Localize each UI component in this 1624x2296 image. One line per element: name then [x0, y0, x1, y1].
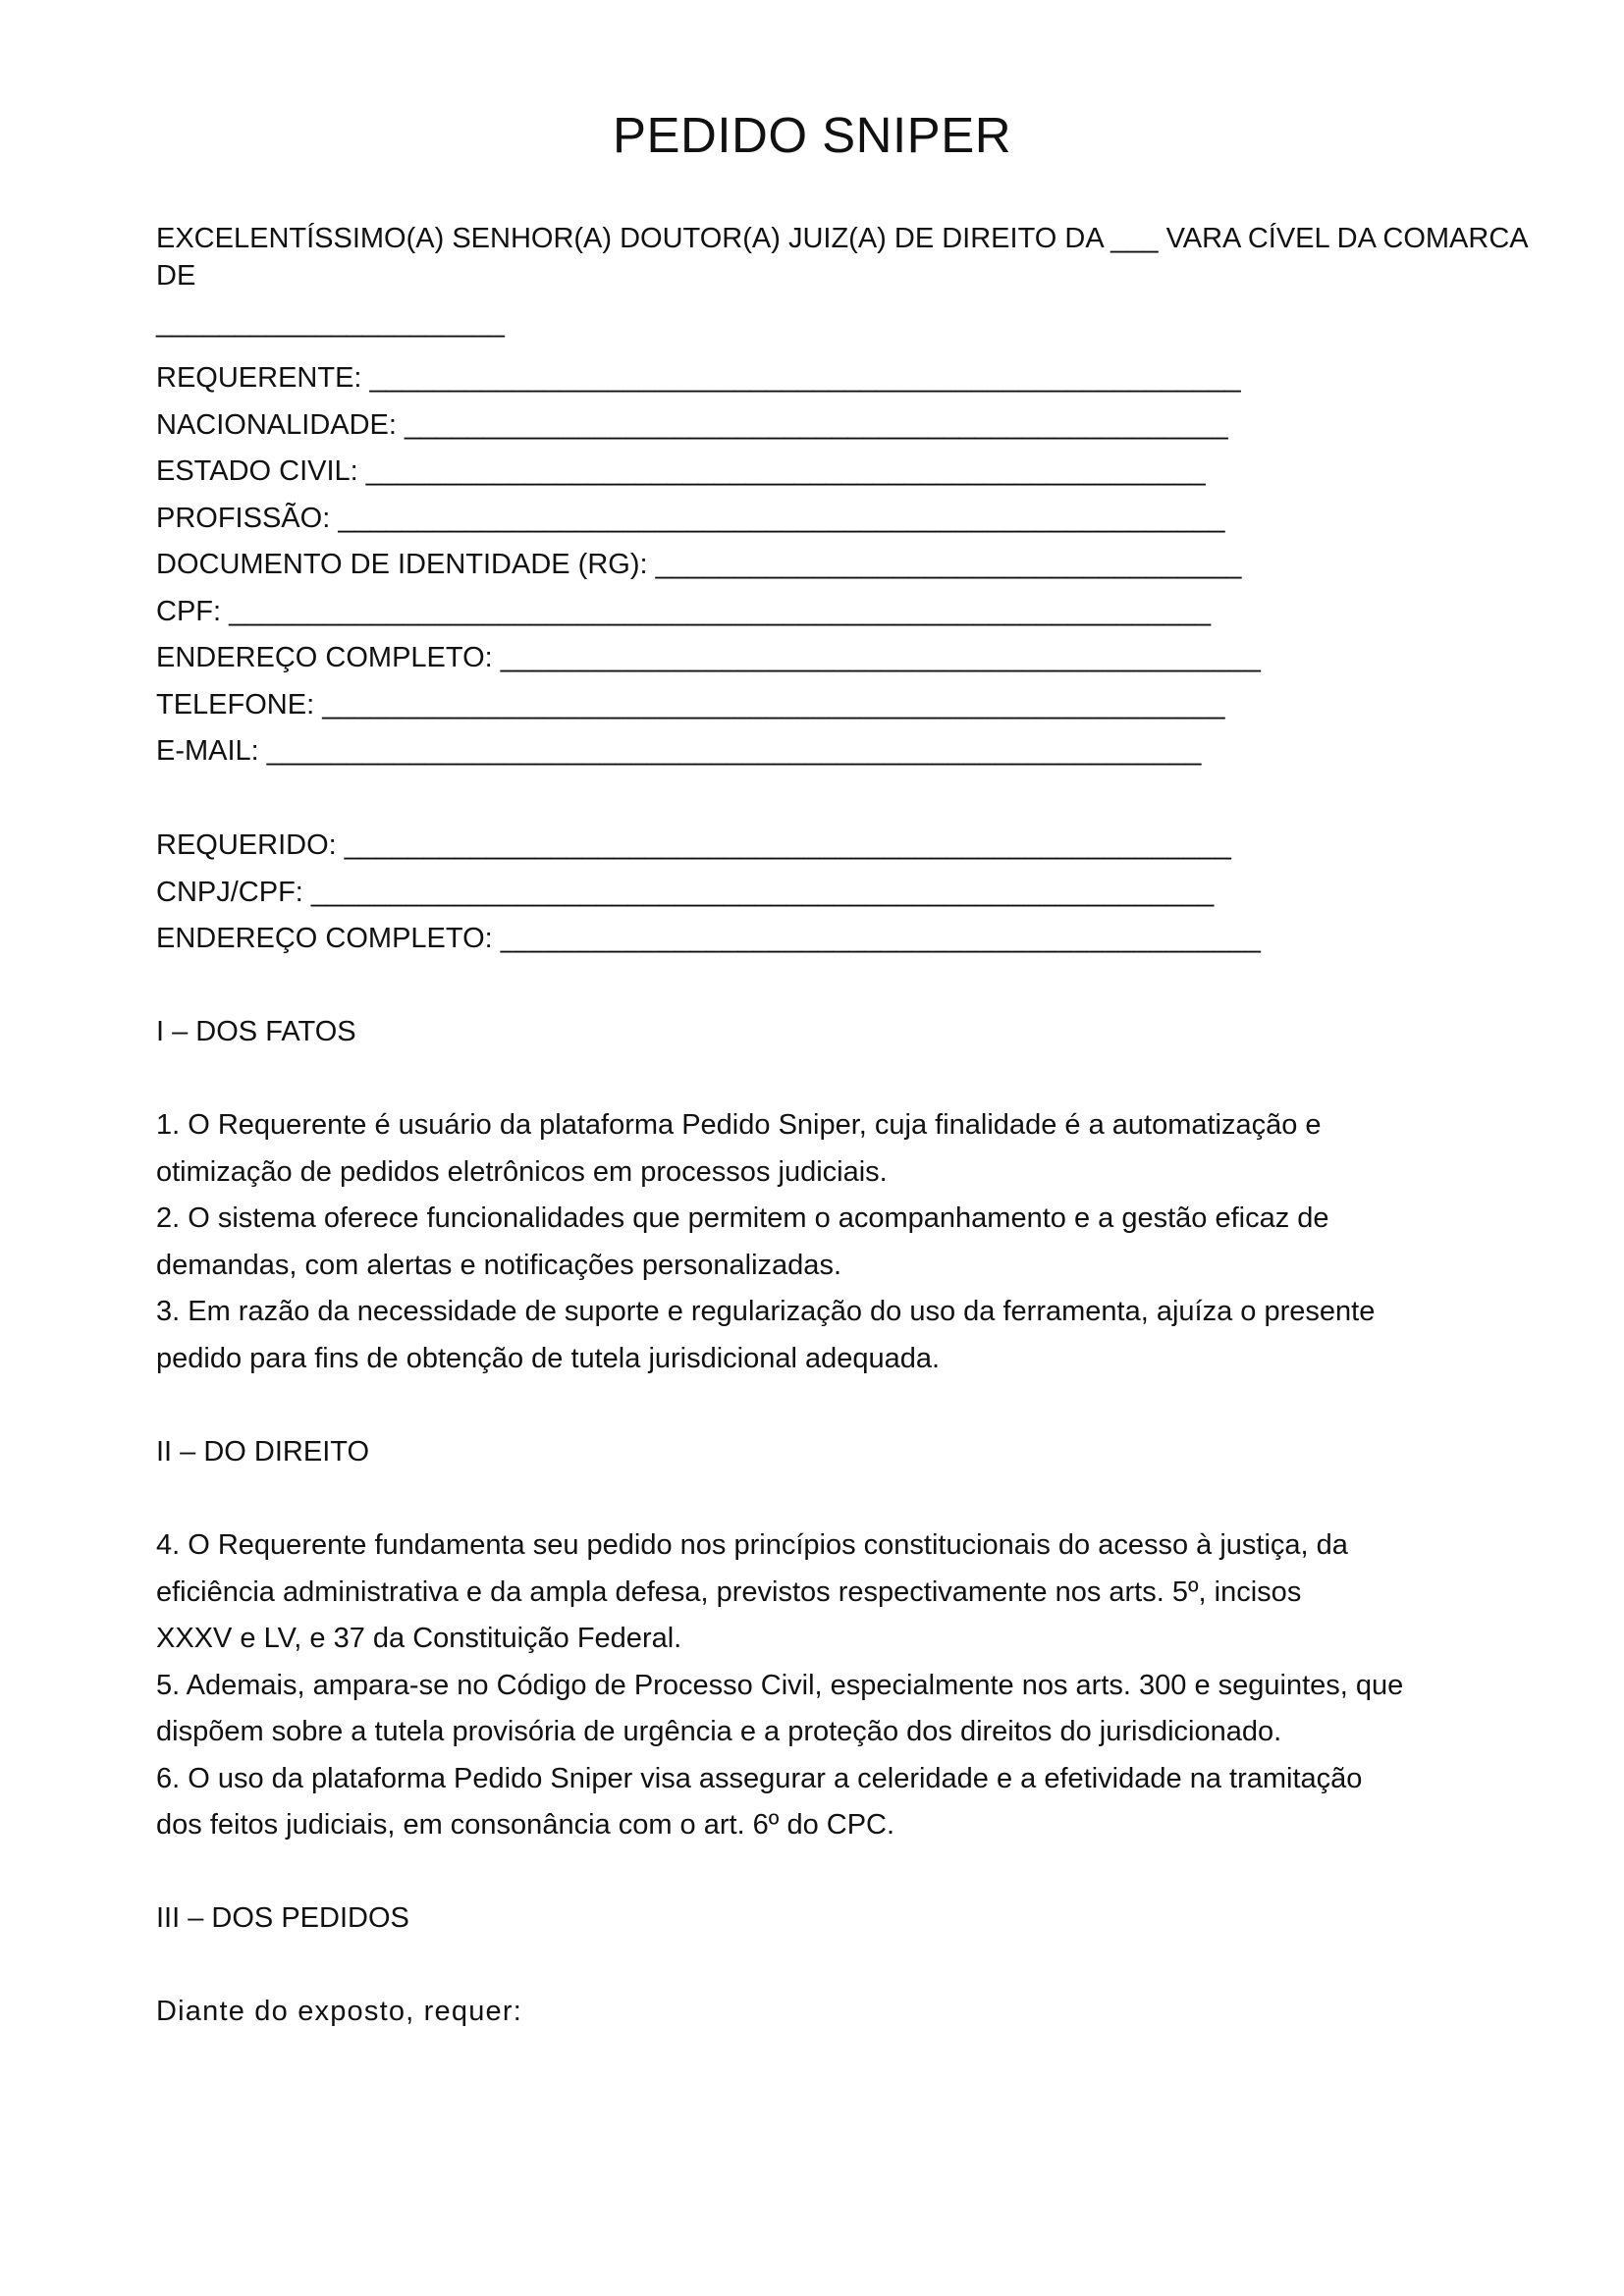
- paragraph-line: 6. O uso da plataforma Pedido Sniper visa assegurar a celeridade e a efetividade na tramitação: [156, 1762, 1363, 1794]
- paragraph-line: dispõem sobre a tutela provisória de urgência e a proteção dos direitos do jurisdicionado.: [156, 1716, 1282, 1747]
- requerido-fields: [156, 823, 1511, 963]
- paragraph-line: 3. Em razão da necessidade de suporte e regularização do uso da ferramenta, ajuíza o presente: [156, 1296, 1376, 1327]
- paragraph-line: XXXV e LV, e 37 da Constituição Federal.: [156, 1623, 682, 1654]
- field-nacionalidade: NACIONALIDADE: ____________________________________________________: [156, 408, 1228, 441]
- field-email: E-MAIL: ___________________________________________________________: [156, 735, 1202, 767]
- field-requerido: REQUERIDO: ________________________________________________________: [156, 829, 1231, 861]
- field-requerido-endereco: ENDEREÇO COMPLETO: ________________________________________________: [156, 923, 1261, 954]
- paragraph-line: eficiência administrativa e da ampla defesa, previstos respectivamente nos arts. 5º, incisos: [156, 1575, 1302, 1608]
- paragraph-line: 4. O Requerente fundamenta seu pedido nos princípios constitucionais do acesso à justiça, da: [156, 1529, 1348, 1561]
- paragraph-line: otimização de pedidos eletrônicos em processos judiciais.: [156, 1155, 888, 1188]
- addressee: [156, 220, 1570, 342]
- paragraph-line: pedido para fins de obtenção de tutela jurisdicional adequada.: [156, 1342, 941, 1374]
- section-pedidos: [156, 1896, 1511, 1943]
- section-heading: III – DOS PEDIDOS: [156, 1902, 409, 1934]
- page-title: PEDIDO SNIPER: [612, 107, 1012, 163]
- section-heading: II – DO DIREITO: [156, 1436, 370, 1468]
- section-direito: [156, 1429, 1511, 1476]
- section-heading: I – DOS FATOS: [156, 1016, 356, 1047]
- field-rg: DOCUMENTO DE IDENTIDADE (RG): _____________________________________: [156, 549, 1242, 580]
- paragraph-line: 2. O sistema oferece funcionalidades que permitem o acompanhamento e a gestão eficaz de: [156, 1202, 1329, 1234]
- section-pedidos-body: [156, 1989, 1511, 2036]
- addressee-comarca-blank: ______________________: [156, 307, 505, 339]
- field-estado-civil: ESTADO CIVIL: _____________________________________________________: [156, 455, 1206, 487]
- field-cnpj-cpf: CNPJ/CPF: _________________________________________________________: [156, 876, 1215, 908]
- field-telefone: TELEFONE: _________________________________________________________: [156, 688, 1225, 721]
- paragraph-line: dos feitos judiciais, em consonância com o art. 6º do CPC.: [156, 1809, 895, 1841]
- paragraph-line: 1. O Requerente é usuário da plataforma Pedido Sniper, cuja finalidade é a automatização e: [156, 1109, 1322, 1141]
- field-cpf: CPF: ______________________________________________________________: [156, 595, 1212, 627]
- requerente-fields: [156, 355, 1511, 775]
- field-profissao: PROFISSÃO: ________________________________________________________: [156, 502, 1225, 534]
- section-fatos: [156, 1009, 1511, 1056]
- section-fatos-body: [156, 1102, 1511, 1382]
- pedidos-intro: Diante do exposto, requer:: [156, 1996, 522, 2027]
- paragraph-line: 5. Ademais, ampara-se no Código de Processo Civil, especialmente nos arts. 300 e seguintes, que: [156, 1669, 1404, 1701]
- field-endereco: ENDEREÇO COMPLETO: ________________________________________________: [156, 642, 1261, 673]
- field-requerente: REQUERENTE: _______________________________________________________: [156, 362, 1241, 394]
- section-direito-body: [156, 1522, 1511, 1849]
- paragraph-line: demandas, com alertas e notificações personalizadas.: [156, 1249, 841, 1281]
- addressee-line: EXCELENTÍSSIMO(A) SENHOR(A) DOUTOR(A) JUIZ(A) DE DIREITO DA ___ VARA CÍVEL DA COMARCA DE: [156, 223, 1528, 292]
